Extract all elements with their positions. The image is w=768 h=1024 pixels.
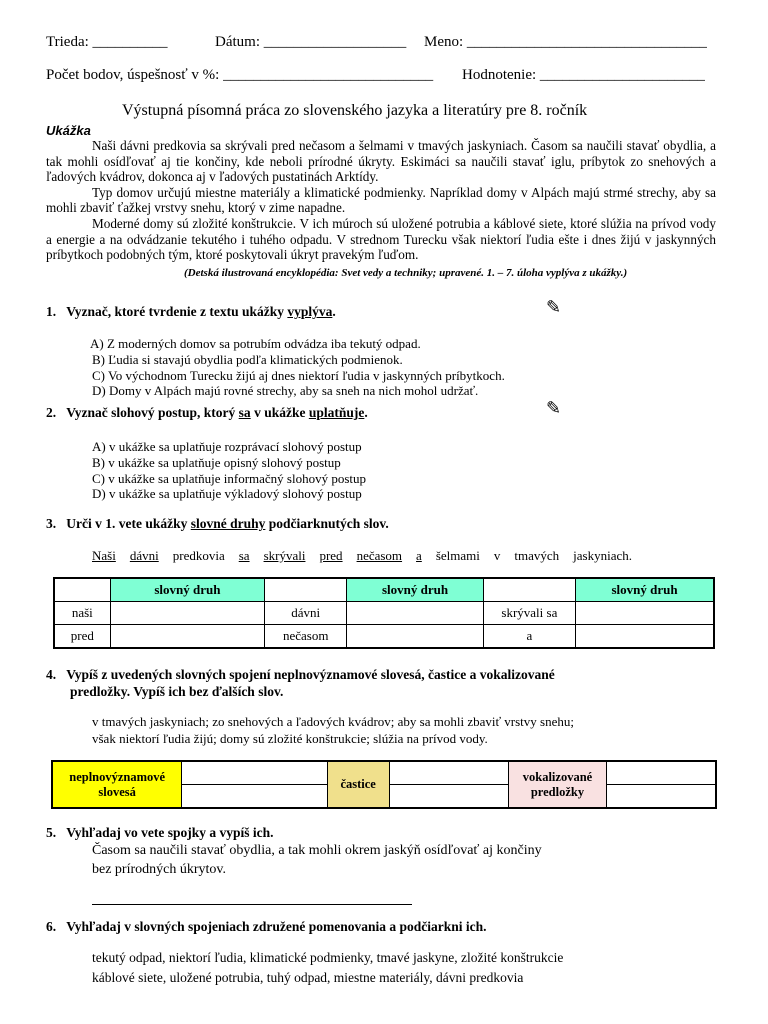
q4-header-vokalizovane: vokalizované predložky (509, 761, 607, 808)
q3-sentence-word-underlined: sa (238, 548, 250, 563)
question-text-underlined: sa (238, 405, 251, 420)
q4-answer-cell[interactable] (182, 785, 327, 809)
q4-table (51, 760, 717, 809)
q3-sentence-word-underlined: nečasom (356, 548, 403, 563)
q3-table-header: slovný druh (576, 578, 714, 602)
q6-phrases-line-2: káblové siete, uložené potrubia, tuhý odpad, miestne materiály, dávni predkovia (92, 970, 524, 985)
q4-answer-cell[interactable] (389, 761, 508, 785)
q3-word-cell: nečasom (265, 625, 347, 649)
q3-word-cell: skrývali sa (483, 602, 575, 625)
question-6-title (46, 919, 487, 935)
question-text: Vypíš z uvedených slovných spojení neplnovýznamové slovesá, častice a vokalizované (66, 667, 555, 682)
q3-answer-cell[interactable] (347, 625, 483, 649)
q3-sentence-word-underlined: a (416, 548, 422, 563)
pocet-bodov-field: Počet bodov, úspešnosť v %: ____________________________ (46, 67, 434, 83)
question-number: 4. (46, 667, 57, 682)
q3-sentence-word: šelmami (435, 548, 480, 563)
q4-answer-cell[interactable] (182, 761, 327, 785)
q3-sentence-word: v (493, 548, 501, 563)
q3-word-cell: naši (54, 602, 110, 625)
q3-sentence-word: jaskyniach. (573, 548, 632, 563)
question-text-end: podčiarknutých slov. (265, 516, 389, 531)
question-number: 1. (46, 304, 57, 319)
q5-sentence-line-1: Časom sa naučili stavať obydlia, a tak mohli okrem jaskýň osídľovať aj končiny (92, 843, 542, 858)
passage-paragraph-3: Moderné domy sú zložité konštrukcie. V ich múroch sú uložené potrubia a káblové siete, ktoré slúžia na prívod vody a energie a na odvádzanie tekutého i tuhého odpadu. V strednom Turecku však niektorí ľudia ešte i dnes žijú v jaskynných príbytkoch podobných tým, ktoré poskytovali úkryt pravekým ľuďom. (46, 215, 716, 263)
q3-table-header: slovný druh (347, 578, 483, 602)
passage-paragraph-1: Naši dávni predkovia sa skrývali pred nečasom a šelmami v tmavých jaskyniach. Časom sa naučili stavať obydlia, a tak mohli osídľovať aj tie končiny, kde neboli prírodné úkryty. Eskimáci sa naučili stavať iglu, príbytok zo snehových a ľadových kvádrov, dokonca aj v ľadových pustatinách Arktídy. (46, 138, 716, 185)
q2-option-a[interactable]: A) v ukážke sa uplatňuje rozprávací slohový postup (92, 439, 362, 454)
q2-option-c[interactable]: C) v ukážke sa uplatňuje informačný slohový postup (92, 471, 367, 486)
q1-option-b[interactable]: B) Ľudia si stavajú obydlia podľa klimatických podmienok. (92, 352, 403, 367)
q3-table-corner (54, 578, 110, 602)
q3-sentence-word-underlined: Naši (92, 548, 116, 563)
meno-field: Meno: ________________________________ (424, 34, 707, 50)
question-5-title (46, 825, 273, 841)
q5-sentence-line-2: bez prírodných úkrytov. (92, 862, 226, 877)
q3-sentence-word-underlined: pred (319, 548, 343, 563)
q3-sentence-word: predkovia (172, 548, 225, 563)
q3-word-cell: a (483, 625, 575, 649)
q3-table-corner (483, 578, 575, 602)
q3-table-header: slovný druh (110, 578, 264, 602)
question-text-underlined: uplatňuje (308, 405, 365, 420)
q4-header-neplnovyznamove: neplnovýznamové slovesá (52, 761, 182, 808)
question-text: Vyhľadaj v slovných spojeniach združené pomenovania a podčiarkni ich. (66, 919, 487, 934)
pencil-icon: ✎ (546, 297, 562, 318)
q3-answer-cell[interactable] (110, 602, 264, 625)
question-text: Vyznač, ktoré tvrdenie z textu ukážky (66, 304, 288, 319)
q1-option-d[interactable]: D) Domy v Alpách majú rovné strechy, aby sa sneh na nich mohol udržať. (92, 383, 479, 398)
q6-phrases-line-1: tekutý odpad, niektorí ľudia, klimatické podmienky, tmavé jaskyne, zložité konštrukcie (92, 950, 564, 965)
passage-paragraph-2: Typ domov určujú miestne materiály a klimatické podmienky. Napríklad domy v Alpách majú strmé strechy, aby sa mohli zbaviť ťažkej vrstvy snehu, ktorý v zime napadne. (46, 184, 716, 216)
q3-answer-cell[interactable] (576, 625, 714, 649)
question-1-title (46, 304, 336, 320)
question-4-title (46, 667, 555, 683)
question-number: 6. (46, 919, 57, 934)
question-text-underlined: vyplýva (287, 304, 333, 319)
question-number: 3. (46, 516, 57, 531)
q4-header-castice: častice (327, 761, 389, 808)
q5-answer-line[interactable] (92, 904, 412, 905)
q4-phrases-line-2: však niektorí ľudia žijú; domy sú zložité konštrukcie; slúžia na prívod vody. (92, 731, 488, 746)
q2-option-b[interactable]: B) v ukážke sa uplatňuje opisný slohový postup (92, 455, 341, 470)
question-text-middle: v ukážke (250, 405, 309, 420)
question-2-title (46, 405, 368, 421)
q1-option-c[interactable]: C) Vo východnom Turecku žijú aj dnes niektorí ľudia v jaskynných príbytkoch. (92, 368, 505, 383)
passage (46, 138, 716, 263)
q3-sentence-word-underlined: dávni (129, 548, 159, 563)
trieda-field: Trieda: __________ (46, 34, 168, 50)
pencil-icon: ✎ (546, 398, 562, 419)
q3-word-cell: pred (54, 625, 110, 649)
q3-table-corner (265, 578, 347, 602)
q3-answer-cell[interactable] (347, 602, 483, 625)
q3-sentence-word: tmavých (514, 548, 560, 563)
q3-answer-cell[interactable] (576, 602, 714, 625)
q1-option-a[interactable]: A) Z moderných domov sa potrubím odvádza iba tekutý odpad. (90, 336, 421, 351)
q3-table (53, 577, 715, 649)
q3-word-cell: dávni (265, 602, 347, 625)
question-text-end: . (364, 405, 368, 420)
question-number: 5. (46, 825, 57, 840)
question-text: Vyznač slohový postup, ktorý (66, 405, 239, 420)
question-4-title-line2: predložky. Vypíš ich bez ďalších slov. (70, 684, 284, 699)
q4-answer-cell[interactable] (606, 785, 716, 809)
q2-option-d[interactable]: D) v ukážke sa uplatňuje výkladový slohový postup (92, 486, 362, 501)
question-text-underlined: slovné druhy (190, 516, 266, 531)
question-3-title (46, 516, 389, 532)
passage-source: (Detská ilustrovaná encyklopédia: Svet vedy a techniky; upravené. 1. – 7. úloha vyplýva z ukážky.) (184, 267, 628, 279)
q3-sentence (92, 548, 632, 564)
q3-sentence-word-underlined: skrývali (263, 548, 306, 563)
question-number: 2. (46, 405, 57, 420)
ukazka-label: Ukážka (46, 123, 91, 138)
q4-answer-cell[interactable] (606, 761, 716, 785)
question-text-end: . (332, 304, 336, 319)
question-text: Vyhľadaj vo vete spojky a vypíš ich. (66, 825, 274, 840)
datum-field: Dátum: ___________________ (215, 34, 407, 50)
page-title: Výstupná písomná práca zo slovenského jazyka a literatúry pre 8. ročník (122, 102, 588, 119)
hodnotenie-field: Hodnotenie: ______________________ (462, 67, 705, 83)
q4-answer-cell[interactable] (389, 785, 508, 809)
q3-answer-cell[interactable] (110, 625, 264, 649)
q4-phrases-line-1: v tmavých jaskyniach; zo snehových a ľadových kvádrov; aby sa mohli zbaviť vrstvy snehu; (92, 714, 574, 729)
question-text: Urči v 1. vete ukážky (66, 516, 191, 531)
